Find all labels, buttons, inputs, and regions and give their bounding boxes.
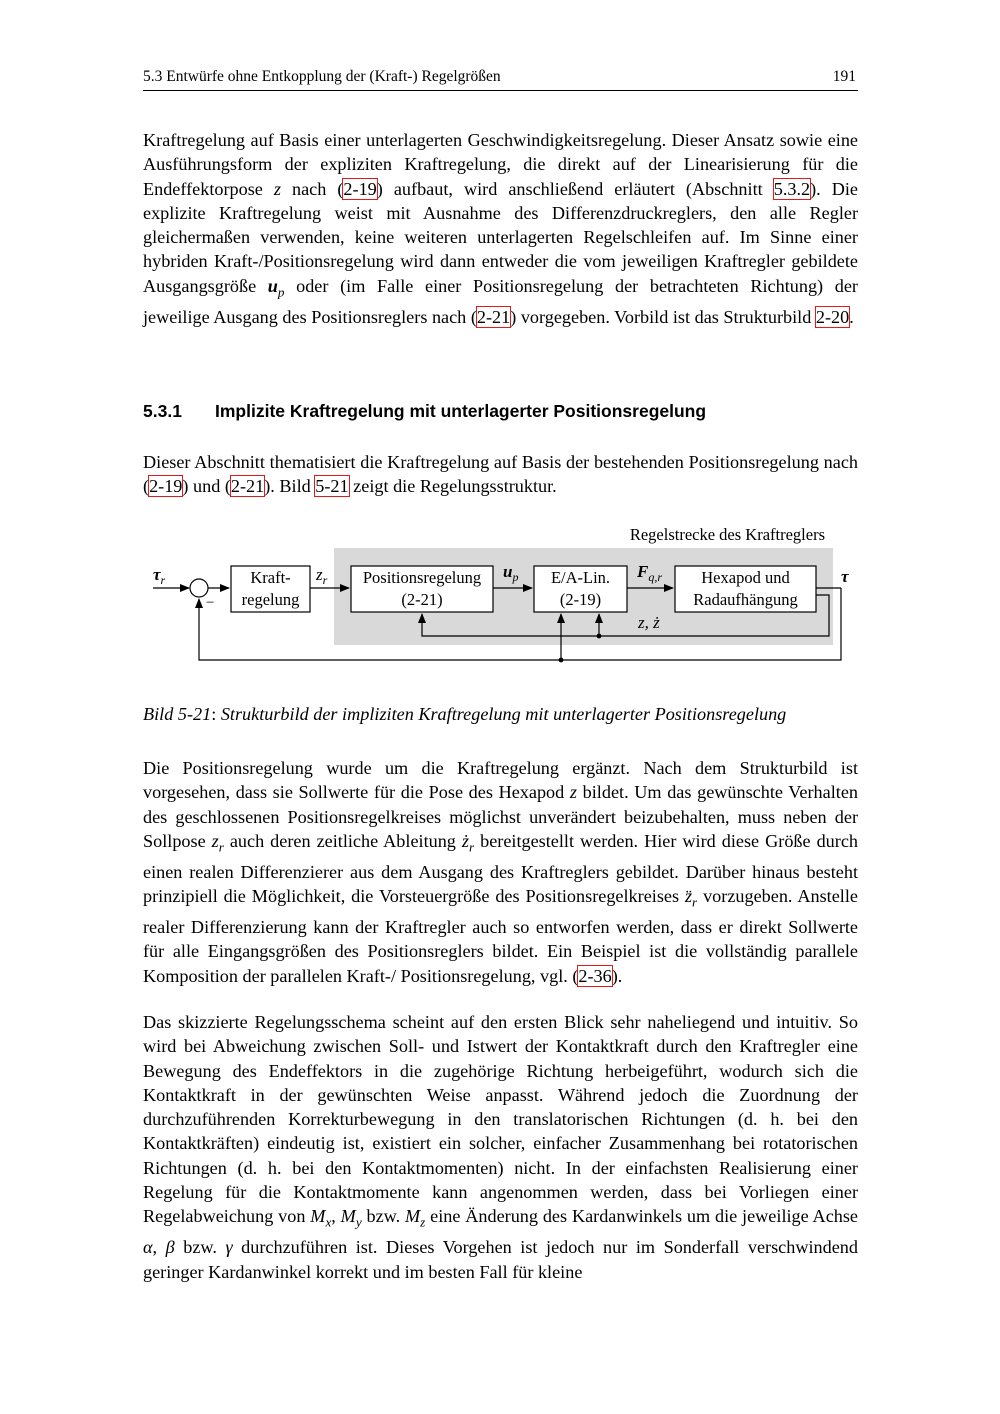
ref-fig-5-21[interactable]: 5-21: [315, 476, 349, 497]
signal-fqr: $F_{q,r}$: [637, 562, 663, 584]
block-diagram: [0, 0, 1000, 700]
figure-caption: Bild 5-21: Strukturbild der impliziten Kraftregelung mit unterlagerter Positionsregelung: [143, 704, 787, 724]
block-ea-lin-line2: (2-19): [559, 590, 602, 609]
body-paragraph-3: Das skizzierte Regelungsschema scheint auf den ersten Blick sehr naheliegend und intuitiv. So wird bei Abweichung zwischen Soll- und Istwert der Kontaktkraft durch den Kraftregler eine Bewegung des Endeffektors in die zugehörige Richtung herbeigeführt, wodurch sich die Kontaktkraft in der gewünschten Weise anpasst. Während jedoch die Zuordnung der durchzuführenden Korrekturbewegung in den translatorischen Richtungen (d. h. bei den Kontaktkräften) eindeutig ist, existiert ein solcher, einfacher Zusammenhang bei rotatorischen Richtungen (d. h. bei den Kontaktmomenten) nicht. In der einfachsten Realisierung einer Regelung für die Kontaktmomente kann angenommen werden, dass bei Vorliegen einer Regelabweichung von $M_x$, $M_y$ bzw. $M_z$ eine Änderung des Kardanwinkels um die jeweilige Achse α, β bzw. γ durchzuführen ist. Dieses Vorgehen ist jedoch nur im Sonderfall verschwindend geringer Kardanwinkel korrekt und im besten Fall für kleine: [143, 1012, 859, 1282]
output-label: τ: [841, 567, 849, 586]
header-section-title: 5.3 Entwürfe ohne Entkopplung der (Kraft-) Regelgrößen: [143, 68, 501, 85]
body-paragraph-2: Die Positionsregelung wurde um die Kraftregelung ergänzt. Nach dem Strukturbild ist vorgesehen, dass sie Sollwerte für die Pose des Hexapod z bildet. Um das gewünschte Verhalten des geschlossenen Positionsregelkreises möglichst unverändert beizubehalten, muss neben der Sollpose $z_r$ auch deren zeitliche Ableitung $ż_r$ bereitgestellt werden. Hier wird diese Größe durch einen realen Differenzierer aus dem Ausgang des Kraftreglers gebildet. Darüber hinaus besteht prinzipiell die Möglichkeit, die Vorsteuergröße des Positionsregelkreises $z̈_r$ vorzugeben. Anstelle realer Differenzierung kann der Kraftregler auch so entworfen werden, dass er direkt Sollwerte für alle Eingangsgrößen des Positionsreglers bildet. Ein Beispiel ist die vollständig parallele Komposition der parallelen Kraft-/ Positionsregelung, vgl. (2-36).: [143, 758, 858, 986]
ref-eq-2-36[interactable]: 2-36: [578, 965, 612, 986]
block-kraftregelung-line2: regelung: [241, 590, 300, 609]
block-positionsregelung-line1: Positionsregelung: [362, 568, 482, 587]
page-number: 191: [832, 68, 856, 85]
ref-fig-2-20[interactable]: 2-20: [815, 306, 850, 327]
input-label: $\tau_r$: [153, 565, 166, 587]
section-title: Implizite Kraftregelung mit unterlagerter Positionsregelung: [215, 401, 707, 421]
ref-eq-2-19[interactable]: 2-19: [149, 476, 183, 497]
feedback-label: z, ż: [638, 613, 660, 632]
block-hexapod-line2: Radaufhängung: [693, 590, 798, 609]
minus-sign: −: [206, 595, 215, 611]
signal-zr: $z_r$: [316, 565, 328, 587]
section-intro-paragraph: Dieser Abschnitt thematisiert die Kraftregelung auf Basis der bestehenden Positionsregelung nach (2-19) und (2-21). Bild 5-21 zeigt die Regelungsstruktur.: [143, 452, 858, 497]
caption-text: Strukturbild der impliziten Kraftregelung mit unterlagerter Positionsregelung: [216, 704, 787, 724]
block-hexapod-line1: Hexapod und: [701, 568, 790, 587]
block-ea-lin-line1: E/A-Lin.: [550, 568, 611, 587]
signal-up: $u_p$: [503, 562, 519, 584]
block-kraftregelung-line1: Kraft-: [250, 568, 291, 587]
block-positionsregelung-line2: (2-21): [401, 590, 443, 609]
ref-section-5-3-2[interactable]: 5.3.2: [773, 178, 811, 199]
ref-eq-2-21[interactable]: 2-21: [230, 476, 265, 497]
plant-region-label: Regelstrecke des Kraftreglers: [629, 525, 825, 544]
ref-eq-2-19[interactable]: 2-19: [343, 178, 377, 199]
section-number: 5.3.1: [143, 401, 182, 421]
ref-eq-2-21[interactable]: 2-21: [476, 306, 511, 327]
caption-label: Bild 5-21: [143, 704, 212, 724]
intro-paragraph: Kraftregelung auf Basis einer unterlagerten Geschwindigkeitsregelung. Dieser Ansatz sowie eine Ausführungsform der expliziten Kraftregelung, die direkt auf der Linearisierung für die Endeffektorpose z nach (2-19) aufbaut, wird anschließend erläutert (Abschnitt 5.3.2). Die explizite Kraftregelung weist mit Ausnahme des Differenzdruckreglers, den alle Regler gleichermaßen verwenden, keine weiteren unterlagerten Regelschleifen auf. Im Sinne einer hybriden Kraft-/Positionsregelung wird dann entweder die vom jeweiligen Kraftregler gebildete Ausgangsgröße $u_p$ oder (im Falle einer Positionsregelung der betrachteten Richtung) der jeweilige Ausgang des Positionsreglers nach (2-21) vorgegeben. Vorbild ist das Strukturbild 2-20.: [143, 130, 858, 327]
